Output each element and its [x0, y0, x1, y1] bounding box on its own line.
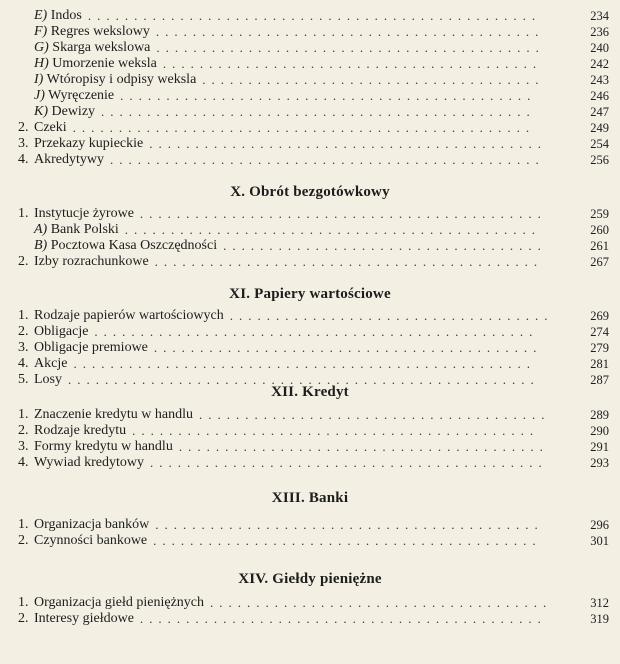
entry-title — [34, 439, 173, 455]
toc-entry — [0, 136, 620, 152]
entry-title — [34, 206, 134, 222]
entry-title — [34, 88, 114, 104]
leader-dots: .......................................... — [154, 254, 544, 269]
leader-dots: ............................................ — [139, 611, 547, 626]
page-number: 319 — [590, 612, 609, 626]
page-number: 261 — [590, 239, 609, 253]
entry-number: 3. — [18, 136, 29, 151]
toc-entry — [0, 254, 620, 270]
entry-title — [34, 324, 88, 340]
entry-text: Obligacje — [34, 324, 89, 339]
toc-entry — [0, 340, 620, 356]
toc-entry — [0, 324, 620, 340]
page-number: 246 — [590, 89, 609, 103]
leader-dots: .......................................... — [155, 24, 545, 39]
page-number: 236 — [590, 25, 609, 39]
page-number: 267 — [590, 255, 609, 269]
entry-title — [34, 72, 196, 88]
page-number: 243 — [590, 73, 609, 87]
leader-dots: ...................................... — [199, 407, 551, 422]
entry-text: Akredytywy — [34, 152, 104, 167]
entry-title — [34, 152, 104, 168]
leader-dots: ................................................. — [87, 8, 542, 23]
leader-dots: ............................................. — [124, 222, 542, 237]
leader-dots: .......................................... — [153, 533, 542, 548]
leader-dots: ................................... — [229, 308, 554, 323]
toc-entry — [0, 8, 620, 24]
leader-dots: ..................................... — [210, 595, 553, 610]
page-number: 289 — [590, 408, 609, 422]
entry-text: Rodzaje papierów wartościowych — [34, 308, 224, 323]
entry-text: Pocztowa Kasa Oszczędności — [50, 238, 218, 253]
entry-title — [34, 56, 157, 72]
toc-entry — [0, 517, 620, 533]
toc-entry — [0, 72, 620, 88]
toc-entry — [0, 222, 620, 238]
page-number: 312 — [590, 596, 609, 610]
entry-title — [34, 24, 150, 40]
entry-title — [34, 533, 147, 549]
entry-text: Losy — [34, 372, 62, 387]
entry-text: Bank Polski — [50, 222, 119, 237]
entry-letter: A) — [34, 222, 48, 237]
entry-title — [34, 8, 82, 24]
entry-title — [34, 517, 149, 533]
entry-number: 2. — [18, 254, 29, 269]
entry-letter: K) — [34, 104, 48, 119]
entry-letter: G) — [34, 40, 49, 55]
leader-dots: ................................... — [223, 238, 547, 253]
leader-dots: .......................................... — [153, 340, 543, 355]
toc-entry — [0, 206, 620, 222]
entry-letter: B) — [34, 238, 48, 253]
entry-title — [34, 254, 149, 270]
entry-title — [34, 611, 134, 627]
entry-number: 2. — [18, 120, 29, 135]
page-number: 260 — [590, 223, 609, 237]
entry-number: 1. — [18, 517, 29, 532]
toc-entry — [0, 88, 620, 104]
toc-entry — [0, 455, 620, 471]
leader-dots: ................................................... — [68, 372, 540, 387]
entry-number: 1. — [18, 308, 29, 323]
page-number: 234 — [590, 9, 609, 23]
entry-title — [34, 222, 119, 238]
section-heading: X. Obrót bezgotówkowy — [230, 184, 390, 200]
entry-title — [34, 120, 67, 136]
section-heading: XI. Papiery wartościowe — [229, 286, 391, 302]
entry-title — [34, 423, 126, 439]
entry-text: Dewizy — [51, 104, 96, 119]
leader-dots: .......................................... — [155, 517, 544, 532]
page-number: 259 — [590, 207, 609, 221]
entry-text: Wtóropisy i odpisy weksla — [46, 72, 197, 87]
page-number: 242 — [590, 57, 609, 71]
entry-title — [34, 455, 144, 471]
page-number: 287 — [590, 373, 609, 387]
leader-dots: ............................................ — [139, 206, 547, 221]
leader-dots: ..................................... — [202, 72, 545, 87]
entry-title — [34, 40, 150, 56]
page-number: 290 — [590, 424, 609, 438]
entry-number: 1. — [18, 407, 29, 422]
toc-entry — [0, 104, 620, 120]
entry-number: 1. — [18, 206, 29, 221]
entry-number: 4. — [18, 455, 29, 470]
toc-entry — [0, 439, 620, 455]
leader-dots: .......................................... — [156, 40, 545, 55]
entry-title — [34, 407, 193, 423]
leader-dots: ............................................ — [132, 423, 540, 438]
page-number: 279 — [590, 341, 609, 355]
page-number: 274 — [590, 325, 609, 339]
entry-text: Przekazy kupieckie — [34, 136, 144, 151]
entry-title — [34, 104, 95, 120]
entry-text: Formy kredytu w handlu — [34, 439, 173, 454]
toc-entry — [0, 356, 620, 372]
entry-text: Instytucje żyrowe — [34, 206, 134, 221]
toc-entry — [0, 407, 620, 423]
page-number: 240 — [590, 41, 609, 55]
entry-text: Izby rozrachunkowe — [34, 254, 149, 269]
entry-number: 4. — [18, 356, 29, 371]
entry-number: 5. — [18, 372, 29, 387]
toc-entry — [0, 423, 620, 439]
entry-number: 3. — [18, 439, 29, 454]
leader-dots: .................................................. — [72, 120, 536, 135]
page-number: 254 — [590, 137, 609, 151]
leader-dots: ........................................ — [178, 439, 549, 454]
page-number: 247 — [590, 105, 609, 119]
entry-letter: H) — [34, 56, 49, 71]
page-number: 296 — [590, 518, 609, 532]
leader-dots: ......................................... — [162, 56, 543, 71]
entry-text: Znaczenie kredytu w handlu — [34, 407, 193, 422]
leader-dots: ............................................. — [120, 88, 537, 103]
entry-number: 2. — [18, 324, 29, 339]
entry-text: Skarga wekslowa — [52, 40, 151, 55]
entry-number: 2. — [18, 611, 29, 626]
entry-number: 2. — [18, 423, 29, 438]
entry-text: Wywiad kredytowy — [34, 455, 144, 470]
entry-text: Organizacja banków — [34, 517, 150, 532]
entry-letter: J) — [34, 88, 45, 103]
toc-entry — [0, 533, 620, 549]
toc-entry — [0, 120, 620, 136]
toc-entry — [0, 595, 620, 611]
leader-dots: .................................................. — [73, 356, 536, 371]
section-heading: XIV. Giełdy pieniężne — [238, 571, 382, 587]
toc-entry — [0, 24, 620, 40]
entry-number: 4. — [18, 152, 29, 167]
page-number: 291 — [590, 440, 609, 454]
entry-title — [34, 136, 143, 152]
toc-entry — [0, 238, 620, 254]
entry-title — [34, 308, 224, 324]
entry-title — [34, 356, 67, 372]
entry-number: 3. — [18, 340, 29, 355]
entry-text: Umorzenie weksla — [52, 56, 157, 71]
entry-text: Rodzaje kredytu — [34, 423, 127, 438]
leader-dots: ................................................ — [94, 324, 539, 339]
leader-dots: ........................................... — [149, 136, 547, 151]
entry-number: 2. — [18, 533, 29, 548]
toc-entry — [0, 40, 620, 56]
page-number: 256 — [590, 153, 609, 167]
toc-entry — [0, 611, 620, 627]
section-heading: XII. Kredyt — [271, 384, 349, 400]
page-number: 269 — [590, 309, 609, 323]
toc-entry — [0, 152, 620, 168]
section-heading: XIII. Banki — [271, 490, 349, 506]
entry-letter: I) — [34, 72, 44, 87]
entry-text: Indos — [50, 8, 82, 23]
leader-dots: ............................................... — [101, 104, 536, 119]
leader-dots: ........................................... — [149, 455, 548, 470]
entry-text: Czynności bankowe — [34, 533, 148, 548]
entry-title — [34, 595, 204, 611]
toc-entry — [0, 308, 620, 324]
entry-text: Wyręczenie — [48, 88, 115, 103]
entry-text: Akcje — [34, 356, 68, 371]
entry-title — [34, 238, 217, 254]
entry-text: Interesy giełdowe — [34, 611, 134, 626]
entry-number: 1. — [18, 595, 29, 610]
entry-letter: E) — [34, 8, 48, 23]
entry-text: Obligacje premiowe — [34, 340, 148, 355]
page-number: 301 — [590, 534, 609, 548]
leader-dots: ............................................... — [110, 152, 545, 167]
toc-entry — [0, 56, 620, 72]
page-number: 249 — [590, 121, 609, 135]
entry-text: Organizacja giełd pieniężnych — [34, 595, 204, 610]
page-number: 281 — [590, 357, 609, 371]
entry-text: Czeki — [34, 120, 67, 135]
page-number: 293 — [590, 456, 609, 470]
entry-title — [34, 340, 148, 356]
entry-text: Regres wekslowy — [50, 24, 150, 39]
entry-letter: F) — [34, 24, 48, 39]
